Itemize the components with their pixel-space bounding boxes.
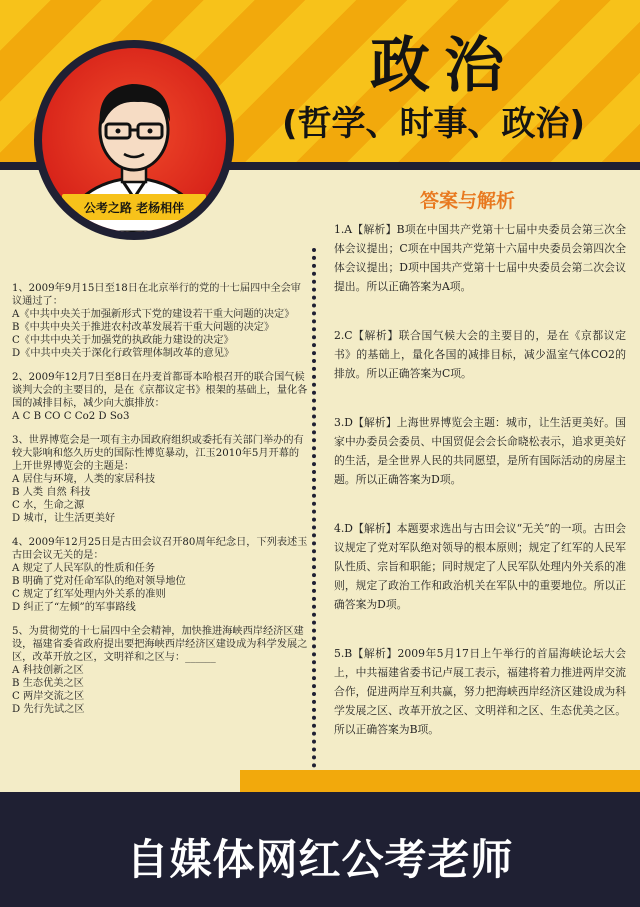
question-option: B 人类 自然 科技 — [12, 487, 91, 498]
question-option: C 两岸交流之区 — [12, 691, 85, 702]
question-1 — [12, 282, 308, 360]
question-3 — [12, 434, 308, 525]
page-title: 政治 — [370, 31, 518, 101]
question-option: A 规定了人民军队的性质和任务 — [12, 563, 156, 574]
question-2 — [12, 371, 308, 423]
answer-1: 1.A【解析】B项在中国共产党第十七届中央委员会第三次全体会议提出；C项在中国共产党第十六届中央委员会第四次全体会议提出；D项中国共产党第十七届中央委员会第二次会议提出。所以正确答案为A项。 — [334, 223, 626, 293]
page-subtitle: (哲学、时事、政治) — [282, 104, 586, 144]
question-option: D 纠正了“左倾”的军事路线 — [12, 602, 136, 613]
answer-3: 3.D【解析】上海世界博览会主题：城市，让生活更美好。国家中办委员会委员、中国贸促会会长命晓松表示，追求更美好的生活，是全世界人民的共同愿望，是所有国际活动的房屋主题。所以正确答案为D项。 — [334, 416, 626, 486]
answer-4: 4.D【解析】本题要求选出与古田会议“无关”的一项。古田会议规定了党对军队绝对领导的根本原则；规定了红军的人民军队性质、宗旨和职能；同时规定了人民军队处理内外关系的准则，规定了政治工作和政治机关在军队中的重要地位。所以正确答案为D项。 — [334, 522, 626, 611]
question-stem: 4、2009年12月25日是古田会议召开80周年纪念日，下列表述玉古田会议无关的是： — [12, 537, 308, 561]
question-option: A 居住与环境，人类的家居科技 — [12, 474, 156, 485]
question-4 — [12, 536, 308, 614]
question-stem: 5、为贯彻党的十七届四中全会精神，加快推进海峡西岸经济区建设，福建省委省政府提出要把海峡西岸经济区建设成为科学发展之区，改革开放之区，文明祥和之区与：______ — [12, 626, 308, 663]
question-option: C《中共中央关于加强党的执政能力建设的决定》 — [12, 335, 234, 346]
answers-column — [334, 220, 626, 769]
question-stem: 3、世界博览会是一项有主办国政府组织或委托有关部门举办的有较大影响和悠久历史的国际性博览暴动，江玉2010年5月开幕的上开世界博览会的主题是： — [12, 435, 304, 472]
question-5 — [12, 625, 308, 716]
answer-5: 5.B【解析】2009年5月17日上午举行的首届海峡论坛大会上，中共福建省委书记卢展工表示，福建将着力推进两岸交流合作，促进两岸互利共赢，努力把海峡西岸经济区建设成为科学发展之区、改革开放之区、文明祥和之区、生态优美之区。所以正确答案为B项。 — [334, 647, 626, 736]
question-option: D 城市，让生活更美好 — [12, 513, 116, 524]
question-option: B 生态优美之区 — [12, 678, 84, 689]
avatar — [42, 48, 226, 232]
avatar-caption: 公考之路 老杨相伴 — [62, 194, 206, 220]
question-option: A《中共中央关于加强新形式下党的建设若干重大问题的决定》 — [12, 309, 295, 320]
question-option: D 先行先试之区 — [12, 704, 85, 715]
question-option: B《中共中央关于推进农村改革发展若干重大问题的决定》 — [12, 322, 275, 333]
questions-column — [12, 282, 308, 727]
question-option: C 规定了红军处理内外关系的准则 — [12, 589, 166, 600]
question-option: C 水，生命之源 — [12, 500, 85, 511]
answers-heading: 答案与解析 — [420, 190, 516, 212]
footer-slogan: 自媒体网红公考老师 — [126, 835, 514, 884]
question-stem: 2、2009年12月7日至8日在丹麦首都哥本哈根召开的联合国气候谈判大会的主要目的，是在《京都议定书》根架的基础上，量化各国的减排目标，减少向大旗排放： — [12, 372, 308, 409]
question-option: A 科技创新之区 — [12, 665, 84, 676]
answer-2: 2.C【解析】联合国气候大会的主要目的，是在《京都议定书》的基础上，量化各国的减排目标，减少温室气体CO2的排放。所以正确答案为C项。 — [334, 329, 626, 380]
question-stem: 1、2009年9月15日至18日在北京举行的党的十七届四中全会审议通过了： — [12, 283, 301, 307]
dotted-divider — [312, 248, 316, 768]
question-option: B 明确了党对任命军队的绝对领导地位 — [12, 576, 186, 587]
avatar-frame — [34, 40, 234, 240]
question-option: D《中共中央关于深化行政管理体制改革的意见》 — [12, 348, 235, 359]
question-option: A C B CO C Co2 D So3 — [12, 411, 130, 422]
footer-accent-strip — [240, 770, 640, 792]
